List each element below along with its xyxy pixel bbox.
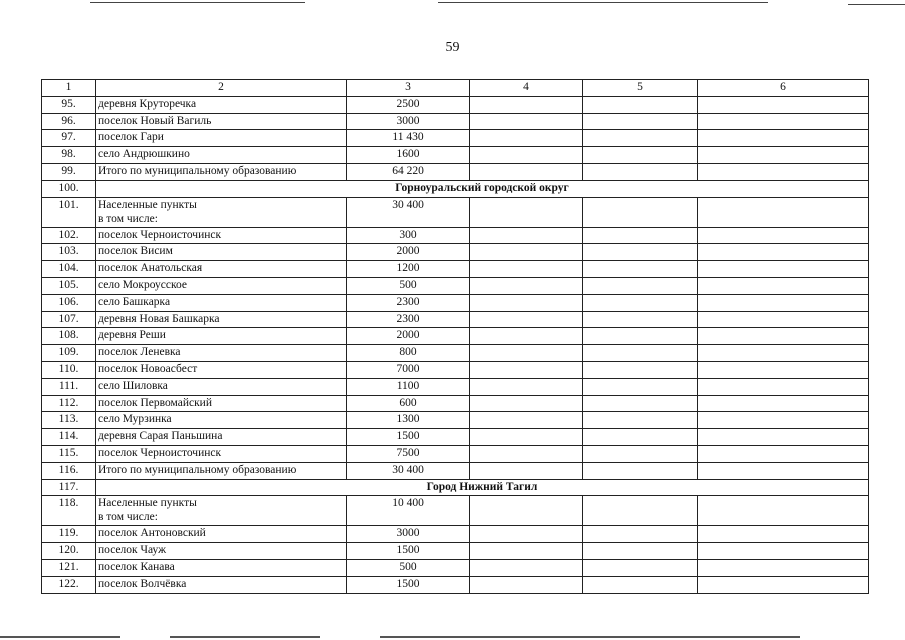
empty-cell-col6: [698, 96, 869, 113]
settlement-name: поселок Чауж: [96, 543, 347, 560]
population-value: 10 400: [347, 496, 470, 526]
table-row: [42, 113, 869, 130]
empty-cell-col6: [698, 496, 869, 526]
empty-cell-col5: [583, 412, 698, 429]
settlement-name: село Мокроусское: [96, 277, 347, 294]
empty-cell-col6: [698, 543, 869, 560]
section-row: [42, 180, 869, 197]
table-row: [42, 227, 869, 244]
row-number: 111.: [42, 378, 96, 395]
row-number: 108.: [42, 328, 96, 345]
empty-cell-col6: [698, 576, 869, 593]
empty-cell-col6: [698, 445, 869, 462]
settlement-name: село Мурзинка: [96, 412, 347, 429]
name-line-2: в том числе:: [98, 511, 158, 524]
empty-cell-col5: [583, 261, 698, 278]
population-value: 1100: [347, 378, 470, 395]
settlement-name: деревня Круторечка: [96, 96, 347, 113]
settlement-name: Итого по муниципальному образованию: [96, 163, 347, 180]
empty-cell-col5: [583, 163, 698, 180]
settlement-name: поселок Леневка: [96, 345, 347, 362]
header-cell: 4: [470, 80, 583, 97]
empty-cell-col4: [470, 345, 583, 362]
empty-cell-col4: [470, 496, 583, 526]
empty-cell-col6: [698, 261, 869, 278]
table-row: [42, 311, 869, 328]
empty-cell-col6: [698, 227, 869, 244]
empty-cell-col5: [583, 361, 698, 378]
population-value: 30 400: [347, 197, 470, 227]
header-cell: 6: [698, 80, 869, 97]
table-row: [42, 559, 869, 576]
empty-cell-col6: [698, 378, 869, 395]
row-number: 115.: [42, 445, 96, 462]
empty-cell-col4: [470, 378, 583, 395]
empty-cell-col4: [470, 197, 583, 227]
settlement-name: поселок Новоасбест: [96, 361, 347, 378]
empty-cell-col5: [583, 445, 698, 462]
empty-cell-col4: [470, 395, 583, 412]
page-number: 59: [445, 40, 460, 55]
row-number: 104.: [42, 261, 96, 278]
empty-cell-col5: [583, 395, 698, 412]
population-value: 2500: [347, 96, 470, 113]
header-cell: 1: [42, 80, 96, 97]
population-value: 7000: [347, 361, 470, 378]
section-title: Горноуральский городской округ: [96, 180, 869, 197]
top-rule-edge: [848, 4, 905, 5]
table-row: [42, 429, 869, 446]
population-value: 500: [347, 559, 470, 576]
empty-cell-col4: [470, 294, 583, 311]
table-row: [42, 361, 869, 378]
table-row: [42, 576, 869, 593]
empty-cell-col4: [470, 412, 583, 429]
settlement-name: село Шиловка: [96, 378, 347, 395]
settlement-name: поселок Черноисточинск: [96, 227, 347, 244]
row-number: 119.: [42, 526, 96, 543]
settlement-name: поселок Висим: [96, 244, 347, 261]
empty-cell-col6: [698, 130, 869, 147]
empty-cell-col4: [470, 576, 583, 593]
row-number: 95.: [42, 96, 96, 113]
settlement-name: поселок Канава: [96, 559, 347, 576]
table-row: [42, 526, 869, 543]
row-number: 110.: [42, 361, 96, 378]
table-row: [42, 543, 869, 560]
empty-cell-col5: [583, 227, 698, 244]
empty-cell-col6: [698, 328, 869, 345]
name-line-1: Населенные пункты: [98, 497, 197, 510]
header-cell: 2: [96, 80, 347, 97]
table-row: [42, 496, 869, 526]
population-value: 1500: [347, 543, 470, 560]
population-value: 2000: [347, 328, 470, 345]
section-row: [42, 479, 869, 496]
table-row: [42, 345, 869, 362]
empty-cell-col4: [470, 445, 583, 462]
empty-cell-col4: [470, 96, 583, 113]
table-row: [42, 261, 869, 278]
row-number: 113.: [42, 412, 96, 429]
population-value: 3000: [347, 113, 470, 130]
empty-cell-col4: [470, 130, 583, 147]
top-rule-left: [90, 2, 305, 3]
empty-cell-col5: [583, 559, 698, 576]
empty-cell-col5: [583, 96, 698, 113]
table-row: [42, 462, 869, 479]
settlement-name: село Андрюшкино: [96, 147, 347, 164]
table-row: [42, 147, 869, 164]
empty-cell-col4: [470, 244, 583, 261]
empty-cell-col6: [698, 395, 869, 412]
empty-cell-col4: [470, 526, 583, 543]
empty-cell-col6: [698, 113, 869, 130]
row-number: 97.: [42, 130, 96, 147]
settlement-name: деревня Новая Башкарка: [96, 311, 347, 328]
population-value: 1200: [347, 261, 470, 278]
row-number: 101.: [42, 197, 96, 227]
empty-cell-col6: [698, 147, 869, 164]
empty-cell-col4: [470, 328, 583, 345]
settlement-name: [96, 496, 347, 526]
table-row: [42, 244, 869, 261]
empty-cell-col5: [583, 429, 698, 446]
table-row: [42, 445, 869, 462]
population-value: 1300: [347, 412, 470, 429]
row-number: 106.: [42, 294, 96, 311]
empty-cell-col5: [583, 576, 698, 593]
population-value: 1500: [347, 576, 470, 593]
empty-cell-col6: [698, 277, 869, 294]
population-value: 2000: [347, 244, 470, 261]
row-number: 105.: [42, 277, 96, 294]
table-row: [42, 130, 869, 147]
empty-cell-col6: [698, 197, 869, 227]
population-value: 600: [347, 395, 470, 412]
empty-cell-col5: [583, 244, 698, 261]
empty-cell-col6: [698, 311, 869, 328]
name-line-2: в том числе:: [98, 212, 158, 225]
settlement-name: поселок Анатольская: [96, 261, 347, 278]
empty-cell-col4: [470, 113, 583, 130]
row-number: 112.: [42, 395, 96, 412]
empty-cell-col5: [583, 345, 698, 362]
empty-cell-col4: [470, 361, 583, 378]
row-number: 99.: [42, 163, 96, 180]
empty-cell-col5: [583, 311, 698, 328]
empty-cell-col5: [583, 147, 698, 164]
table-row: [42, 277, 869, 294]
empty-cell-col5: [583, 113, 698, 130]
empty-cell-col4: [470, 429, 583, 446]
row-number: 120.: [42, 543, 96, 560]
row-number: 100.: [42, 180, 96, 197]
table-row: [42, 378, 869, 395]
empty-cell-col6: [698, 244, 869, 261]
row-number: 116.: [42, 462, 96, 479]
settlement-name: деревня Реши: [96, 328, 347, 345]
population-value: 2300: [347, 311, 470, 328]
population-value: 64 220: [347, 163, 470, 180]
section-title: Город Нижний Тагил: [96, 479, 869, 496]
table-row: [42, 96, 869, 113]
row-number: 96.: [42, 113, 96, 130]
row-number: 117.: [42, 479, 96, 496]
row-number: 114.: [42, 429, 96, 446]
population-value: 800: [347, 345, 470, 362]
table-row: [42, 412, 869, 429]
empty-cell-col5: [583, 328, 698, 345]
empty-cell-col4: [470, 261, 583, 278]
header-cell: 3: [347, 80, 470, 97]
table-row: [42, 395, 869, 412]
row-number: 118.: [42, 496, 96, 526]
row-number: 107.: [42, 311, 96, 328]
name-line-1: Населенные пункты: [98, 198, 197, 211]
empty-cell-col4: [470, 163, 583, 180]
row-number: 102.: [42, 227, 96, 244]
empty-cell-col5: [583, 277, 698, 294]
empty-cell-col5: [583, 197, 698, 227]
header-row: [42, 80, 869, 97]
settlement-name: поселок Первомайский: [96, 395, 347, 412]
population-value: 500: [347, 277, 470, 294]
table-row: [42, 163, 869, 180]
row-number: 121.: [42, 559, 96, 576]
population-value: 3000: [347, 526, 470, 543]
row-number: 103.: [42, 244, 96, 261]
empty-cell-col4: [470, 311, 583, 328]
population-value: 30 400: [347, 462, 470, 479]
empty-cell-col5: [583, 526, 698, 543]
empty-cell-col6: [698, 559, 869, 576]
empty-cell-col6: [698, 345, 869, 362]
population-value: 1600: [347, 147, 470, 164]
population-value: 1500: [347, 429, 470, 446]
empty-cell-col5: [583, 543, 698, 560]
row-number: 109.: [42, 345, 96, 362]
empty-cell-col5: [583, 294, 698, 311]
row-number: 98.: [42, 147, 96, 164]
empty-cell-col5: [583, 378, 698, 395]
settlement-name: [96, 197, 347, 227]
data-table: [41, 79, 869, 594]
empty-cell-col5: [583, 130, 698, 147]
population-value: 11 430: [347, 130, 470, 147]
table-row: [42, 197, 869, 227]
bottom-rule-right: [380, 636, 800, 638]
settlement-name: село Башкарка: [96, 294, 347, 311]
table-row: [42, 328, 869, 345]
empty-cell-col6: [698, 294, 869, 311]
settlement-name: деревня Сарая Паньшина: [96, 429, 347, 446]
settlement-name: Итого по муниципальному образованию: [96, 462, 347, 479]
settlement-name: поселок Антоновский: [96, 526, 347, 543]
empty-cell-col6: [698, 163, 869, 180]
empty-cell-col4: [470, 277, 583, 294]
population-value: 2300: [347, 294, 470, 311]
empty-cell-col4: [470, 543, 583, 560]
empty-cell-col6: [698, 526, 869, 543]
bottom-rule-mid: [170, 636, 320, 638]
settlement-name: поселок Волчёвка: [96, 576, 347, 593]
settlement-name: поселок Новый Вагиль: [96, 113, 347, 130]
empty-cell-col5: [583, 462, 698, 479]
header-cell: 5: [583, 80, 698, 97]
bottom-rule-left: [0, 636, 120, 638]
empty-cell-col6: [698, 412, 869, 429]
empty-cell-col4: [470, 147, 583, 164]
settlement-name: поселок Гари: [96, 130, 347, 147]
empty-cell-col6: [698, 462, 869, 479]
empty-cell-col4: [470, 227, 583, 244]
population-value: 7500: [347, 445, 470, 462]
population-value: 300: [347, 227, 470, 244]
table-row: [42, 294, 869, 311]
empty-cell-col5: [583, 496, 698, 526]
empty-cell-col4: [470, 559, 583, 576]
empty-cell-col6: [698, 361, 869, 378]
empty-cell-col4: [470, 462, 583, 479]
empty-cell-col6: [698, 429, 869, 446]
row-number: 122.: [42, 576, 96, 593]
top-rule-right: [438, 2, 768, 3]
settlement-name: поселок Черноисточинск: [96, 445, 347, 462]
